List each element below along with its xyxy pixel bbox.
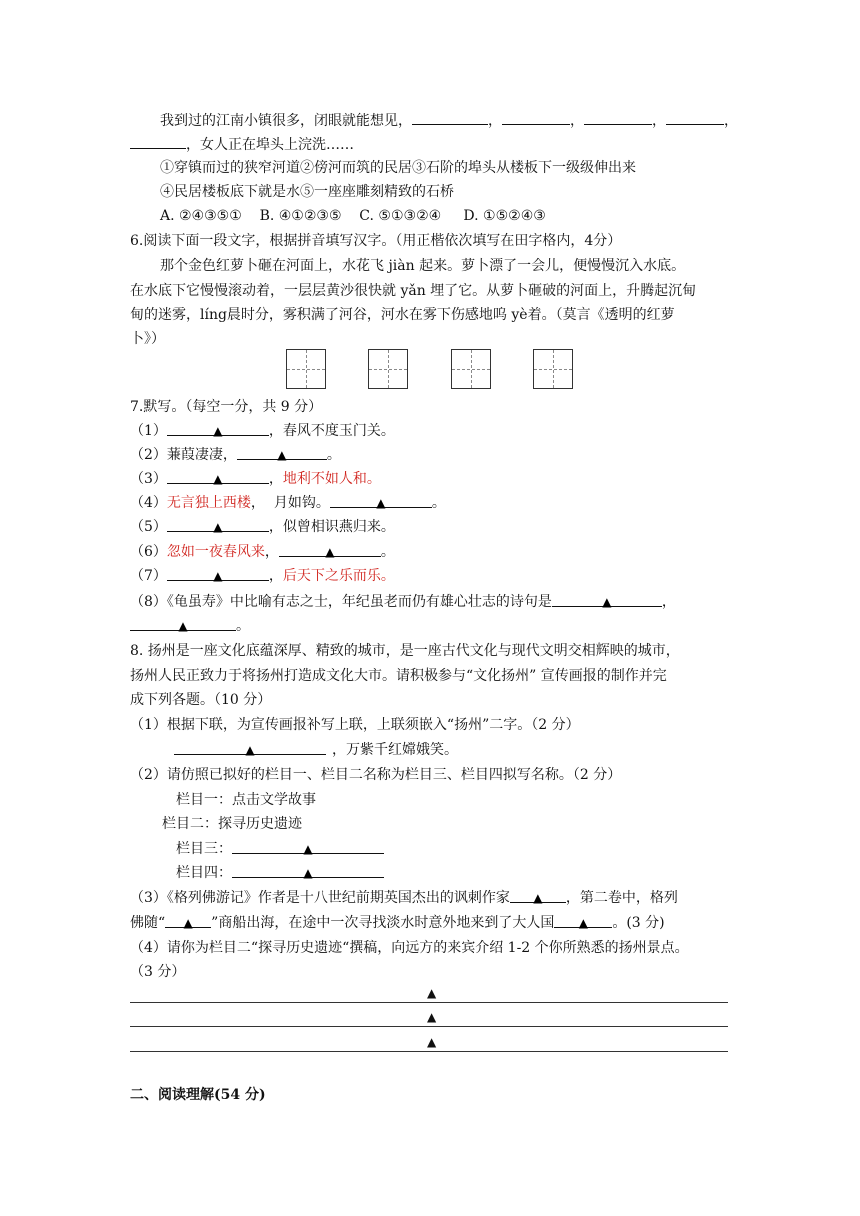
comma: ，: [652, 113, 666, 129]
author-blank[interactable]: [510, 888, 566, 903]
q8-sub-1-answer: [174, 740, 458, 760]
given-verse: 地利不如人和。: [282, 471, 381, 487]
q8-sub-4-line1: （4）请你为栏目二“探寻历史遗迹“撰稿，向远方的来宾介绍 1-2 个你所熟悉的扬州景点。: [130, 940, 689, 956]
given-verse: 无言独上西楼: [166, 495, 251, 511]
triangle-icon: ▲: [178, 619, 188, 633]
triangle-icon: ▲: [427, 1035, 437, 1049]
question-text: 佛随“: [130, 915, 166, 931]
q7-item-6: [130, 542, 395, 562]
question-text: ”商船出海，在途中一次寻找淡水时意外地来到了大人国: [211, 915, 555, 931]
answer-blank[interactable]: [552, 592, 662, 607]
answer-blank[interactable]: [167, 517, 269, 532]
q7-item-4: [130, 493, 446, 513]
q6-para-4: 卜》）: [130, 331, 165, 347]
q6-para-3: 甸的迷雾，líng晨时分，雾积满了河谷，河水在雾下伤感地呜 yè着。（莫言《透明的红萝: [130, 307, 675, 323]
q7-item-5: [130, 517, 395, 537]
question-text: ，第二卷中，格列: [565, 890, 678, 906]
triangle-icon: ▲: [376, 496, 386, 510]
couplet-text: ，万紫千红嫦娥笑。: [332, 742, 458, 758]
q7-item-2: [130, 445, 341, 465]
given-verse: 后天下之乐而乐。: [282, 568, 395, 584]
column-label: 栏目四：: [176, 865, 232, 881]
item-number: （8）: [130, 594, 167, 610]
q8-intro-1: 8. 扬州是一座文化底蕴深厚、精致的城市，是一座古代文化与现代文明交相辉映的城市，: [130, 643, 680, 659]
comma: ，: [570, 113, 584, 129]
answer-line-2[interactable]: [130, 1025, 728, 1027]
column-blank[interactable]: [232, 863, 384, 878]
answer-line-3[interactable]: [130, 1050, 728, 1052]
triangle-icon: ▲: [427, 1010, 437, 1024]
triangle-icon: ▲: [213, 424, 223, 438]
q5-text-2: ，女人正在埠头上浣洗……: [186, 137, 354, 153]
triangle-icon: ▲: [213, 520, 223, 534]
verse-text: ，春风不度玉门关。: [268, 423, 395, 439]
triangle-icon: ▲: [602, 595, 612, 609]
item-number: （6）: [130, 544, 167, 560]
q7-item-1: [130, 421, 395, 441]
triangle-icon: ▲: [213, 569, 223, 583]
couplet-blank[interactable]: [174, 740, 326, 755]
item-number: （3）: [130, 471, 167, 487]
answer-blank[interactable]: [167, 421, 269, 436]
q8-sub-1: （1）根据下联，为宣传画报补写上联，上联须嵌入“扬州”二字。（2 分）: [130, 717, 580, 733]
tianzige-box-4[interactable]: [533, 349, 573, 389]
q6-title: 6.阅读下面一段文字，根据拼音填写汉字。（用正楷依次填写在田字格内，4分）: [130, 233, 622, 249]
triangle-icon: ▲: [277, 448, 287, 462]
verse-text: 。: [380, 544, 395, 560]
q8-sub-2: （2）请仿照已拟好的栏目一、栏目二名称为栏目三、栏目四拟写名称。（2 分）: [130, 767, 622, 783]
answer-blank[interactable]: [167, 566, 269, 581]
q5-blank-2[interactable]: [502, 110, 570, 125]
triangle-icon: ▲: [427, 986, 437, 1000]
verse-text: ，: [264, 544, 279, 560]
tianzige-box-1[interactable]: [286, 349, 326, 389]
column-2: 栏目二：探寻历史遗迹: [162, 816, 302, 832]
item-number: （1）: [130, 423, 167, 439]
given-verse: 忽如一夜春风来: [166, 544, 265, 560]
q7-title: 7.默写。（每空一分，共 9 分）: [130, 399, 323, 415]
verse-text: 。: [236, 618, 250, 634]
column-label: 栏目三：: [176, 841, 232, 857]
q7-item-3: [130, 469, 381, 489]
column-blank[interactable]: [232, 839, 384, 854]
verse-text: ，: [661, 594, 676, 610]
q6-para-1: 那个金色红萝卜砸在河面上，水花飞 jiàn 起来。萝卜漂了一会儿，便慢慢沉入水底。: [160, 258, 686, 274]
item-number: （2）: [130, 447, 167, 463]
section-heading: 二、阅读理解(54 分): [130, 1087, 266, 1103]
q8-sub-3-line2: [130, 913, 665, 933]
triangle-icon: ▲: [183, 916, 193, 930]
answer-blank[interactable]: [279, 542, 381, 557]
triangle-icon: ▲: [303, 842, 313, 856]
verse-text: ，: [268, 471, 283, 487]
verse-text: ， 月如钩。: [250, 495, 330, 511]
q5-line2: [130, 134, 354, 155]
q7-item-7: [130, 566, 395, 586]
q8-sub-3-line1: [130, 888, 678, 908]
q5-text: 我到过的江南小镇很多，闭眼就能想见，: [160, 113, 412, 129]
column-3: [176, 839, 384, 859]
triangle-icon: ▲: [303, 866, 313, 880]
comma: ，: [724, 113, 738, 129]
verse-text: 。: [326, 447, 341, 463]
column-1: 栏目一：点击文学故事: [176, 792, 316, 808]
triangle-icon: ▲: [213, 472, 223, 486]
q8-intro-3: 成下列各题。（10 分）: [130, 692, 272, 708]
item-number: （7）: [130, 568, 167, 584]
q5-blank-4[interactable]: [666, 110, 724, 125]
triangle-icon: ▲: [533, 891, 543, 905]
country-blank[interactable]: [554, 913, 612, 928]
q8-sub-4-line2: （3 分）: [130, 964, 186, 980]
ship-blank[interactable]: [165, 913, 211, 928]
q7-item-8: [130, 592, 676, 612]
verse-text: 。: [431, 495, 446, 511]
q5-options-2: ④民居楼板底下就是水⑤一座座雕刻精致的石桥: [160, 184, 454, 200]
comma: ，: [488, 113, 502, 129]
tianzige-box-2[interactable]: [368, 349, 408, 389]
answer-blank[interactable]: [167, 469, 269, 484]
verse-text: ，: [268, 568, 283, 584]
triangle-icon: ▲: [578, 916, 588, 930]
q5-choices: A. ②④③⑤① B. ④①②③⑤ C. ⑤①③②④ D. ①⑤②④③: [160, 208, 546, 224]
q5-blank-5[interactable]: [130, 134, 186, 149]
answer-blank[interactable]: [237, 445, 327, 460]
q5-options-1: ①穿镇而过的狭窄河道②傍河而筑的民居③石阶的埠头从楼板下一级级伸出来: [160, 160, 636, 176]
q6-para-2: 在水底下它慢慢滚动着，一层层黄沙很快就 yǎn 埋了它。从萝卜砸破的河面上，升腾起沉甸: [130, 283, 697, 299]
question-text: （3）《格列佛游记》作者是十八世纪前期英国杰出的讽刺作家: [130, 890, 510, 906]
q5-blank-3[interactable]: [584, 110, 652, 125]
item-number: （5）: [130, 519, 167, 535]
q5-blank-1[interactable]: [412, 110, 488, 125]
answer-blank[interactable]: [130, 616, 236, 631]
q8-intro-2: 扬州人民正致力于将扬州打造成文化大市。请积极参与“文化扬州” 宣传画报的制作并完: [130, 668, 667, 684]
triangle-icon: ▲: [325, 545, 335, 559]
column-4: [176, 863, 384, 883]
answer-line-1[interactable]: [130, 1001, 728, 1003]
q5-line1: [160, 110, 738, 131]
tianzige-box-3[interactable]: [451, 349, 491, 389]
question-text: 。(3 分): [612, 915, 665, 931]
verse-text: ，似曾相识燕归来。: [268, 519, 395, 535]
verse-text: 《龟虽寿》中比喻有志之士，年纪虽老而仍有雄心壮志的诗句是: [166, 594, 552, 610]
triangle-icon: ▲: [245, 743, 255, 757]
verse-text: 蒹葭凄凄，: [166, 447, 237, 463]
answer-blank[interactable]: [330, 493, 432, 508]
item-number: （4）: [130, 495, 167, 511]
q7-item-8-cont: [130, 616, 250, 636]
